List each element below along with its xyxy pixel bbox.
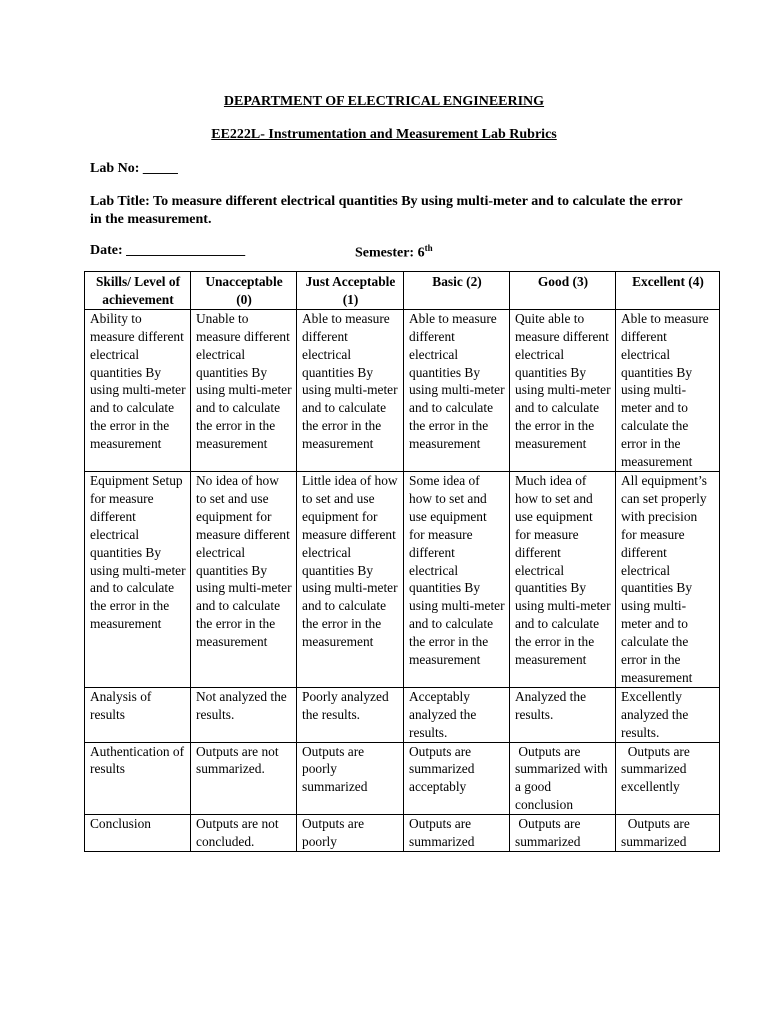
table-cell: Able to measure different electrical quantities By using multi-meter and to calculate the error in the measurement (404, 309, 510, 471)
table-cell: Acceptably analyzed the results. (404, 687, 510, 742)
department-title: DEPARTMENT OF ELECTRICAL ENGINEERING (223, 94, 545, 109)
header-unacceptable: Unacceptable (0) (191, 272, 297, 310)
semester-superscript: th (424, 243, 433, 253)
date-field: Date: _________________ (90, 243, 246, 258)
table-cell: Not analyzed the results. (191, 687, 297, 742)
header-good: Good (3) (510, 272, 616, 310)
table-cell: Equipment Setup for measure different electrical quantities By using multi-meter and to calculate the error in the measurement (85, 471, 191, 687)
rubric-table (84, 271, 720, 852)
table-cell: Poorly analyzed the results. (297, 687, 404, 742)
table-cell: Analysis of results (85, 687, 191, 742)
header-basic: Basic (2) (404, 272, 510, 310)
table-cell: All equipment’s can set properly with precision for measure different electrical quantities By using multi-meter and to calculate the error in the measurement (616, 471, 720, 687)
table-cell: Outputs are poorly (297, 815, 404, 852)
header-row (85, 272, 720, 310)
table-cell: Ability to measure different electrical quantities By using multi-meter and to calculate the error in the measurement (85, 309, 191, 471)
table-cell: Authentication of results (85, 742, 191, 815)
header-excellent: Excellent (4) (616, 272, 720, 310)
header-skills: Skills/ Level of achievement (85, 272, 191, 310)
table-cell: Little idea of how to set and use equipment for measure different electrical quantities By using multi-meter and to calculate the error in the measurement (297, 471, 404, 687)
lab-number: Lab No: _____ (90, 161, 178, 176)
table-row (85, 471, 720, 687)
table-cell: Outputs are summarized (510, 815, 616, 852)
table-cell: Much idea of how to set and use equipment for measure different electrical quantities By using multi-meter and to calculate the error in the measurement (510, 471, 616, 687)
table-row (85, 742, 720, 815)
semester-field (355, 243, 433, 262)
table-cell: Excellently analyzed the results. (616, 687, 720, 742)
table-cell: Outputs are summarized (404, 815, 510, 852)
table-cell: Able to measure different electrical quantities By using multi-meter and to calculate the error in the measurement (297, 309, 404, 471)
table-cell: Analyzed the results. (510, 687, 616, 742)
table-row (85, 815, 720, 852)
table-cell: Some idea of how to set and use equipment for measure different electrical quantities By using multi-meter and to calculate the error in the measurement (404, 471, 510, 687)
table-cell: Outputs are poorly summarized (297, 742, 404, 815)
table-cell: Outputs are summarized acceptably (404, 742, 510, 815)
header-just-acceptable: Just Acceptable (1) (297, 272, 404, 310)
table-row (85, 687, 720, 742)
table-cell: Outputs are not summarized. (191, 742, 297, 815)
table-cell: Outputs are summarized excellently (616, 742, 720, 815)
table-cell: Outputs are summarized (616, 815, 720, 852)
table-row (85, 309, 720, 471)
course-title: EE222L- Instrumentation and Measurement Lab Rubrics (211, 127, 557, 142)
lab-title: Lab Title: To measure different electrical quantities By using multi-meter and to calculate the error in the measurement. (90, 194, 683, 227)
semester-label: Semester: 6 (355, 245, 425, 261)
table-cell: No idea of how to set and use equipment for measure different electrical quantities By using multi-meter and to calculate the error in the measurement (191, 471, 297, 687)
table-cell: Outputs are not concluded. (191, 815, 297, 852)
table-cell: Able to measure different electrical quantities By using multi-meter and to calculate the error in the measurement (616, 309, 720, 471)
table-cell: Quite able to measure different electrical quantities By using multi-meter and to calculate the error in the measurement (510, 309, 616, 471)
table-cell: Conclusion (85, 815, 191, 852)
table-cell: Unable to measure different electrical quantities By using multi-meter and to calculate the error in the measurement (191, 309, 297, 471)
table-cell: Outputs are summarized with a good conclusion (510, 742, 616, 815)
